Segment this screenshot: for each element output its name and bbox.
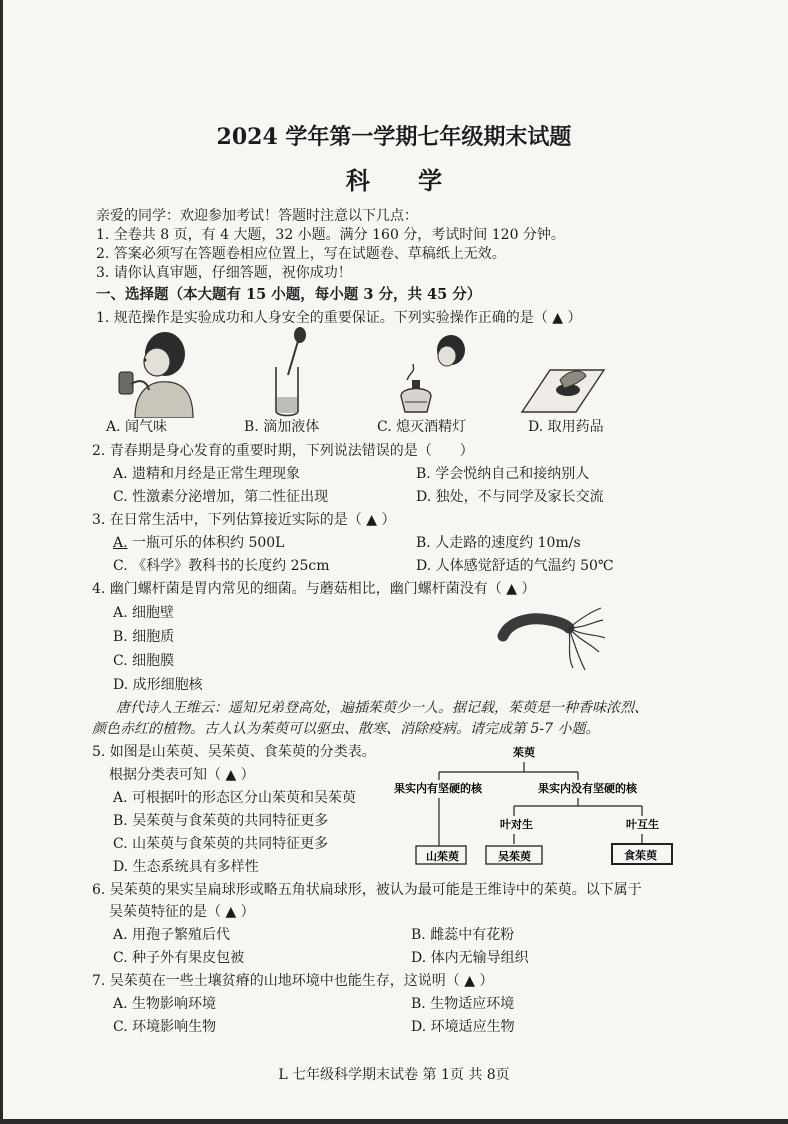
q4-stem: 4. 幽门螺杆菌是胃内常见的细菌。与蘑菇相比，幽门螺杆菌没有（ ▲ ）: [92, 581, 536, 597]
q6-stem-line-2: 吴茱萸特征的是（ ▲ ）: [109, 904, 255, 920]
helicobacter-icon: [495, 600, 607, 676]
q3-option-a-text: 一瓶可乐的体积约 500L: [127, 535, 285, 551]
q1-option-b: B. 滴加液体: [244, 419, 320, 435]
tree-sub-left: 叶对生: [500, 818, 533, 831]
q6-option-d: D. 体内无输导组织: [411, 950, 529, 966]
tree-leaf-1: 山茱萸: [426, 850, 459, 863]
subject-title: 科 学: [345, 166, 463, 195]
q3-option-b: B. 人走路的速度约 10m/s: [416, 535, 581, 551]
q1-option-c: C. 熄灭酒精灯: [377, 419, 467, 435]
q1-option-a: A. 闻气味: [106, 419, 168, 435]
q6-stem-line-1: 6. 吴茱萸的果实呈扁球形或略五角状扁球形，被认为最可能是王维诗中的茱萸。以下属于: [92, 882, 642, 898]
tree-root: 茱萸: [513, 746, 535, 759]
tree-leaf-2: 吴茱萸: [498, 850, 531, 863]
section-heading: 一、选择题（本大题有 15 小题，每小题 3 分，共 45 分）: [96, 286, 482, 303]
classification-tree: [390, 740, 690, 870]
q3-option-c: C. 《科学》教科书的长度约 25cm: [113, 558, 330, 574]
q5-option-a: A. 可根据叶的形态区分山茱萸和吴茱萸: [113, 790, 357, 806]
q7-option-d: D. 环境适应生物: [411, 1019, 515, 1035]
q3-option-a-letter: A.: [113, 535, 128, 551]
tree-sub-right: 叶互生: [626, 818, 659, 831]
page-footer: L 七年级科学期末试卷 第 1页 共 8页: [278, 1067, 510, 1083]
q6-option-b: B. 雌蕊中有花粉: [411, 927, 515, 943]
q5-option-d: D. 生态系统具有多样性: [113, 859, 259, 875]
instruction-item-1: 1. 全卷共 8 页，有 4 大题，32 小题。满分 160 分，考试时间 120 分钟。: [96, 227, 565, 243]
q3-option-a: [113, 534, 284, 552]
q5-option-c: C. 山茱萸与食茱萸的共同特征更多: [113, 836, 329, 852]
q5-option-b: B. 吴茱萸与食茱萸的共同特征更多: [113, 813, 329, 829]
tree-branch-right: 果实内没有坚硬的核: [538, 782, 637, 795]
q1-stem: 1. 规范操作是实验成功和人身安全的重要保证。下列实验操作正确的是（ ▲ ）: [96, 310, 582, 326]
dropper-tube-icon: [270, 327, 310, 419]
q6-option-a: A. 用孢子繁殖后代: [113, 927, 231, 943]
q6-option-c: C. 种子外有果皮包被: [113, 950, 245, 966]
q7-option-b: B. 生物适应环境: [411, 996, 515, 1012]
passage-line-1: 唐代诗人王维云：遥知兄弟登高处，遍插茱萸少一人。据记载，茱萸是一种香味浓烈、: [116, 700, 648, 716]
page-edge-bottom: [0, 1119, 788, 1124]
smelling-person-icon: [105, 332, 195, 418]
tree-branch-left: 果实内有坚硬的核: [394, 782, 482, 795]
q4-option-b: B. 细胞质: [113, 629, 175, 645]
q7-option-c: C. 环境影响生物: [113, 1019, 217, 1035]
tree-leaf-3: 食茱萸: [624, 849, 657, 862]
instructions-greeting: 亲爱的同学：欢迎参加考试！答题时注意以下几点：: [96, 208, 418, 224]
q2-option-c: C. 性激素分泌增加，第二性征出现: [113, 489, 329, 505]
q5-lead: 根据分类表可知（ ▲ ）: [109, 767, 255, 783]
passage-line-2: 颜色赤红的植物。古人认为茱萸可以驱虫、散寒、消除疫病。请完成第 5-7 小题。: [92, 721, 600, 737]
q7-stem: 7. 吴茱萸在一些土壤贫瘠的山地环境中也能生存，这说明（ ▲ ）: [92, 973, 494, 989]
q1-option-d: D. 取用药品: [528, 419, 604, 435]
q3-stem: 3. 在日常生活中，下列估算接近实际的是（ ▲ ）: [92, 512, 396, 528]
q2-stem: 2. 青春期是身心发育的重要时期，下列说法错误的是（ ）: [92, 443, 474, 459]
q5-stem: 5. 如图是山茱萸、吴茱萸、食茱萸的分类表。: [92, 744, 376, 760]
medicine-spatula-icon: [520, 362, 606, 418]
instruction-item-2: 2. 答案必须写在答题卷相应位置上，写在试题卷、草稿纸上无效。: [96, 246, 506, 262]
instruction-item-3: 3. 请你认真审题，仔细答题，祝你成功！: [96, 265, 352, 281]
alcohol-lamp-icon: [393, 334, 473, 418]
q4-option-c: C. 细胞膜: [113, 653, 175, 669]
q4-option-a: A. 细胞壁: [113, 605, 175, 621]
q4-option-d: D. 成形细胞核: [113, 677, 203, 693]
q7-option-a: A. 生物影响环境: [113, 996, 217, 1012]
q2-option-a: A. 遗精和月经是正常生理现象: [113, 466, 301, 482]
q2-option-d: D. 独处，不与同学及家长交流: [416, 489, 604, 505]
q2-option-b: B. 学会悦纳自己和接纳别人: [416, 466, 590, 482]
q3-option-d: D. 人体感觉舒适的气温约 50℃: [416, 558, 614, 574]
exam-title: 2024 学年第一学期七年级期末试题: [216, 124, 572, 150]
